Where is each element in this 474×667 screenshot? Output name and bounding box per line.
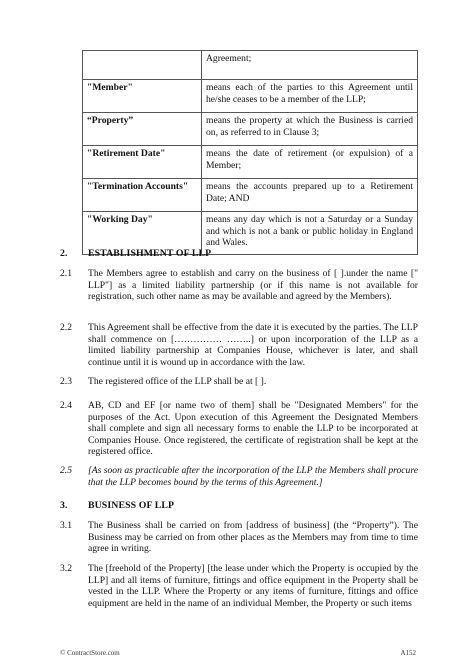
clause-number: 2.4 [60, 400, 72, 411]
clause-number: 2.2 [60, 322, 72, 333]
definition-meaning: means the accounts prepared up to a Retirement Date; AND [202, 179, 418, 212]
clause-text: This Agreement shall be effective from the date it is executed by the parties. The LLP shall commence on […………… ……..] or upon incorporation of the LLP as a limited liability partnership at Companies House, whichever is later, and shall continue until it is wound up in accordance with the law. [88, 322, 418, 368]
clause-text: The Members agree to establish and carry on the business of [ ].under the name [" LLP"] as a limited liability partnership (or if this name is not available for registration, such other name as may be available and agreed by the Members). [88, 268, 418, 303]
definitions-table [82, 50, 418, 255]
definition-term: "Termination Accounts" [83, 179, 202, 212]
clause-number: 2.3 [60, 376, 72, 387]
section-title: BUSINESS OF LLP [88, 500, 175, 511]
footer-copyright: © ContractStore.com [60, 649, 120, 657]
definition-term: "Working Day" [83, 212, 202, 255]
clause [60, 376, 418, 388]
clause-number: 3.2 [60, 563, 72, 574]
definition-meaning: means the date of retirement (or expulsion) of a Member; [202, 146, 418, 179]
clause-text: AB, CD and EF [or name two of them] shall be "Designated Members" for the purposes of the Act. Upon execution of this Agreement the Designated Members shall complete and sign all necessary forms to enable the LLP to be incorporated at Companies House. Once registered, the certificate of registration shall be kept at the registered office. [88, 400, 418, 458]
footer-page-code: A152 [400, 649, 416, 657]
clause-number: 3.1 [60, 520, 72, 531]
table-row [83, 113, 418, 146]
clause-text: The [freehold of the Property] [the lease under which the Property is occupied by the LLP] and all items of furniture, fittings and office equipment in the Property shall be vested in the LLP. Where the Property or any items of furniture, fittings and office equipment are held in the name of an individual Member, the Property or such items [88, 563, 418, 609]
definition-term: “Property” [83, 113, 202, 146]
clause [60, 268, 418, 303]
clause [60, 563, 418, 609]
section-number: 3. [60, 500, 68, 511]
definition-meaning: means any day which is not a Saturday or a Sunday and which is not a bank or public holiday in England and Wales. [202, 212, 418, 255]
section-title: ESTABLISHMENT OF LLP [88, 248, 212, 259]
definition-term [83, 51, 202, 80]
definition-meaning: means the property at which the Business is carried on, as referred to in Clause 3; [202, 113, 418, 146]
table-row [83, 51, 418, 80]
section-number: 2. [60, 248, 68, 259]
table-row [83, 146, 418, 179]
definition-meaning: means each of the parties to this Agreement until he/she ceases to be a member of the LLP; [202, 80, 418, 113]
clause-number: 2.5 [60, 465, 72, 476]
clause [60, 465, 418, 488]
clause-number: 2.1 [60, 268, 72, 279]
definition-meaning: Agreement; [202, 51, 418, 80]
clause-text: The Business shall be carried on from [address of business] (the “Property”). The Business may be carried on from other places as the Members may from time to time agree in writing. [88, 520, 418, 555]
clause [60, 520, 418, 555]
definition-term: "Retirement Date" [83, 146, 202, 179]
table-row [83, 80, 418, 113]
clause [60, 400, 418, 458]
definition-term: "Member" [83, 80, 202, 113]
clause-text: [As soon as practicable after the incorporation of the LLP the Members shall procure that the LLP becomes bound by the terms of this Agreement.] [88, 465, 418, 488]
clause-text: The registered office of the LLP shall be at [ ]. [88, 376, 267, 387]
clause [60, 322, 418, 368]
table-row [83, 179, 418, 212]
